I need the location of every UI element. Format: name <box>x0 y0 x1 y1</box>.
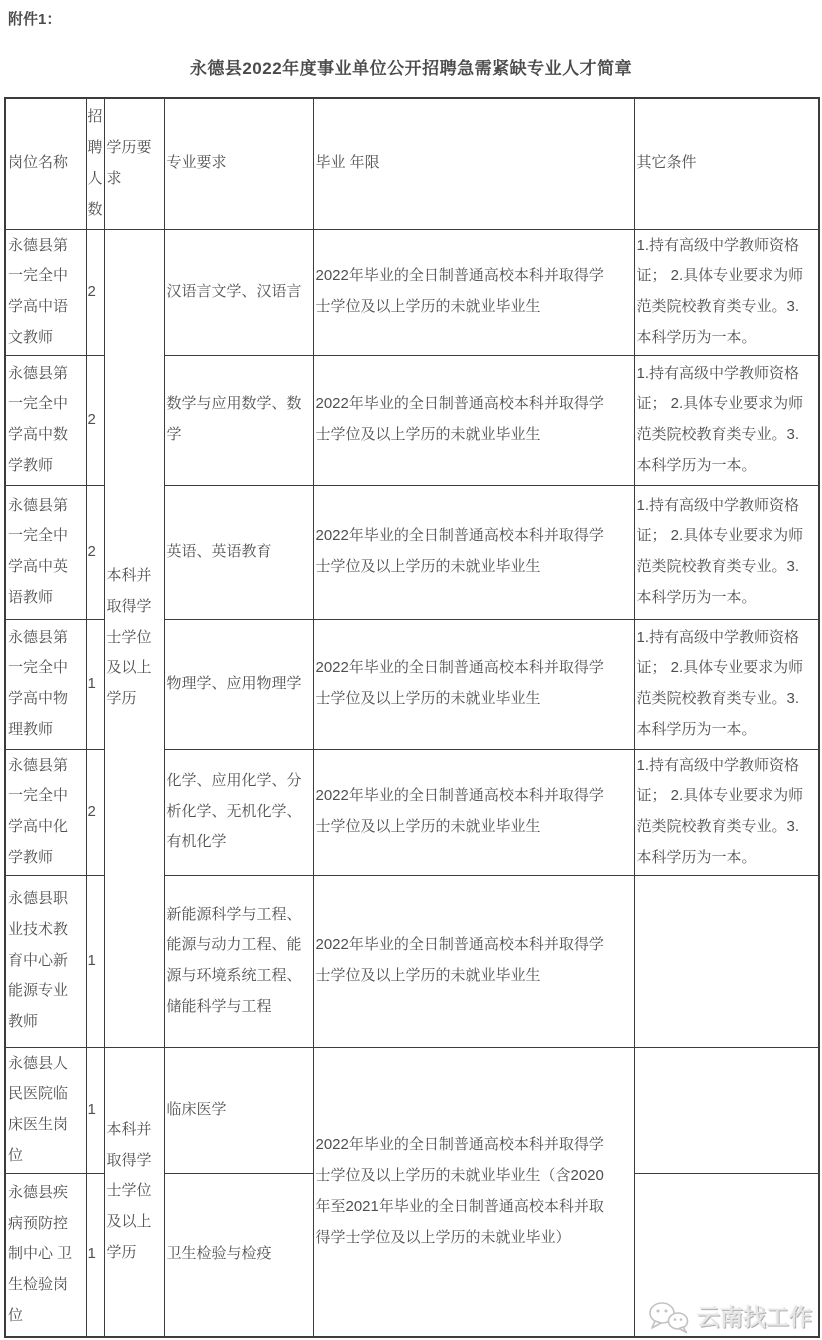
graduation-cell: 2022年毕业的全日制普通高校本科并取得学士学位及以上学历的未就业毕业生 <box>313 355 634 485</box>
position-cell: 永德县第一完全中学高中语文教师 <box>5 229 86 355</box>
watermark <box>648 1300 812 1334</box>
graduation-cell: 2022年毕业的全日制普通高校本科并取得学士学位及以上学历的未就业毕业生 <box>313 619 634 749</box>
attachment-label: 附件1： <box>8 11 62 28</box>
header-recruit-count: 招聘人数 <box>86 98 104 229</box>
graduation-merged-cell: 2022年毕业的全日制普通高校本科并取得学士学位及以上学历的未就业毕业生（含2020年至2021年毕业的全日制普通高校本科并取得学士学位及以上学历的未就业毕业） <box>313 1047 634 1337</box>
count-cell: 2 <box>86 485 104 619</box>
other-cond-cell <box>634 875 819 1047</box>
education-merged-cell: 本科并取得学士学位及以上学历 <box>104 1047 164 1337</box>
count-cell: 1 <box>86 1173 104 1337</box>
count-cell: 1 <box>86 875 104 1047</box>
other-cond-cell <box>634 1047 819 1173</box>
graduation-cell: 2022年毕业的全日制普通高校本科并取得学士学位及以上学历的未就业毕业生 <box>313 485 634 619</box>
major-cell: 卫生检验与检疫 <box>164 1173 313 1337</box>
position-cell: 永德县第一完全中学高中英语教师 <box>5 485 86 619</box>
position-cell: 永德县职业技术教育中心新能源专业教师 <box>5 875 86 1047</box>
major-cell: 新能源科学与工程、能源与动力工程、能源与环境系统工程、储能科学与工程 <box>164 875 313 1047</box>
other-cond-cell: 1.持有高级中学教师资格证； 2.具体专业要求为师范类院校教育类专业。3.本科学历为一本。 <box>634 355 819 485</box>
other-cond-cell: 1.持有高级中学教师资格证； 2.具体专业要求为师范类院校教育类专业。3.本科学历为一本。 <box>634 619 819 749</box>
header-position-name: 岗位名称 <box>5 98 86 229</box>
other-cond-cell: 1.持有高级中学教师资格证； 2.具体专业要求为师范类院校教育类专业。3.本科学历为一本。 <box>634 485 819 619</box>
graduation-cell: 2022年毕业的全日制普通高校本科并取得学士学位及以上学历的未就业毕业生 <box>313 875 634 1047</box>
table-header-row <box>5 98 819 229</box>
header-graduation-year: 毕业 年限 <box>313 98 634 229</box>
position-cell: 永德县第一完全中学高中物理教师 <box>5 619 86 749</box>
other-cond-cell <box>634 1173 819 1337</box>
major-cell: 汉语言文学、汉语言 <box>164 229 313 355</box>
count-cell: 1 <box>86 1047 104 1173</box>
count-cell: 2 <box>86 355 104 485</box>
wechat-chat-bubbles-icon <box>648 1300 690 1334</box>
header-other-cond: 其它条件 <box>634 98 819 229</box>
other-cond-cell: 1.持有高级中学教师资格证； 2.具体专业要求为师范类院校教育类专业。3.本科学历为一本。 <box>634 749 819 875</box>
recruitment-table <box>4 97 820 1338</box>
header-major-req: 专业要求 <box>164 98 313 229</box>
position-cell: 永德县疾病预防控制中心 卫生检验岗位 <box>5 1173 86 1337</box>
major-cell: 化学、应用化学、分析化学、无机化学、有机化学 <box>164 749 313 875</box>
education-merged-cell: 本科并取得学士学位及以上学历 <box>104 229 164 1047</box>
major-cell: 数学与应用数学、数学 <box>164 355 313 485</box>
count-cell: 2 <box>86 229 104 355</box>
position-cell: 永德县人民医院临床医生岗位 <box>5 1047 86 1173</box>
table-row <box>5 1047 819 1173</box>
page-title: 永德县2022年度事业单位公开招聘急需紧缺专业人才简章 <box>189 59 633 78</box>
position-cell: 永德县第一完全中学高中数学教师 <box>5 355 86 485</box>
watermark-text: 云南找工作 <box>697 1303 812 1330</box>
position-cell: 永德县第一完全中学高中化学教师 <box>5 749 86 875</box>
other-cond-cell: 1.持有高级中学教师资格证； 2.具体专业要求为师范类院校教育类专业。3.本科学历为一本。 <box>634 229 819 355</box>
table-row <box>5 229 819 355</box>
count-cell: 1 <box>86 619 104 749</box>
graduation-cell: 2022年毕业的全日制普通高校本科并取得学士学位及以上学历的未就业毕业生 <box>313 229 634 355</box>
count-cell: 2 <box>86 749 104 875</box>
major-cell: 临床医学 <box>164 1047 313 1173</box>
major-cell: 物理学、应用物理学 <box>164 619 313 749</box>
major-cell: 英语、英语教育 <box>164 485 313 619</box>
graduation-cell: 2022年毕业的全日制普通高校本科并取得学士学位及以上学历的未就业毕业生 <box>313 749 634 875</box>
header-education-req: 学历要求 <box>104 98 164 229</box>
